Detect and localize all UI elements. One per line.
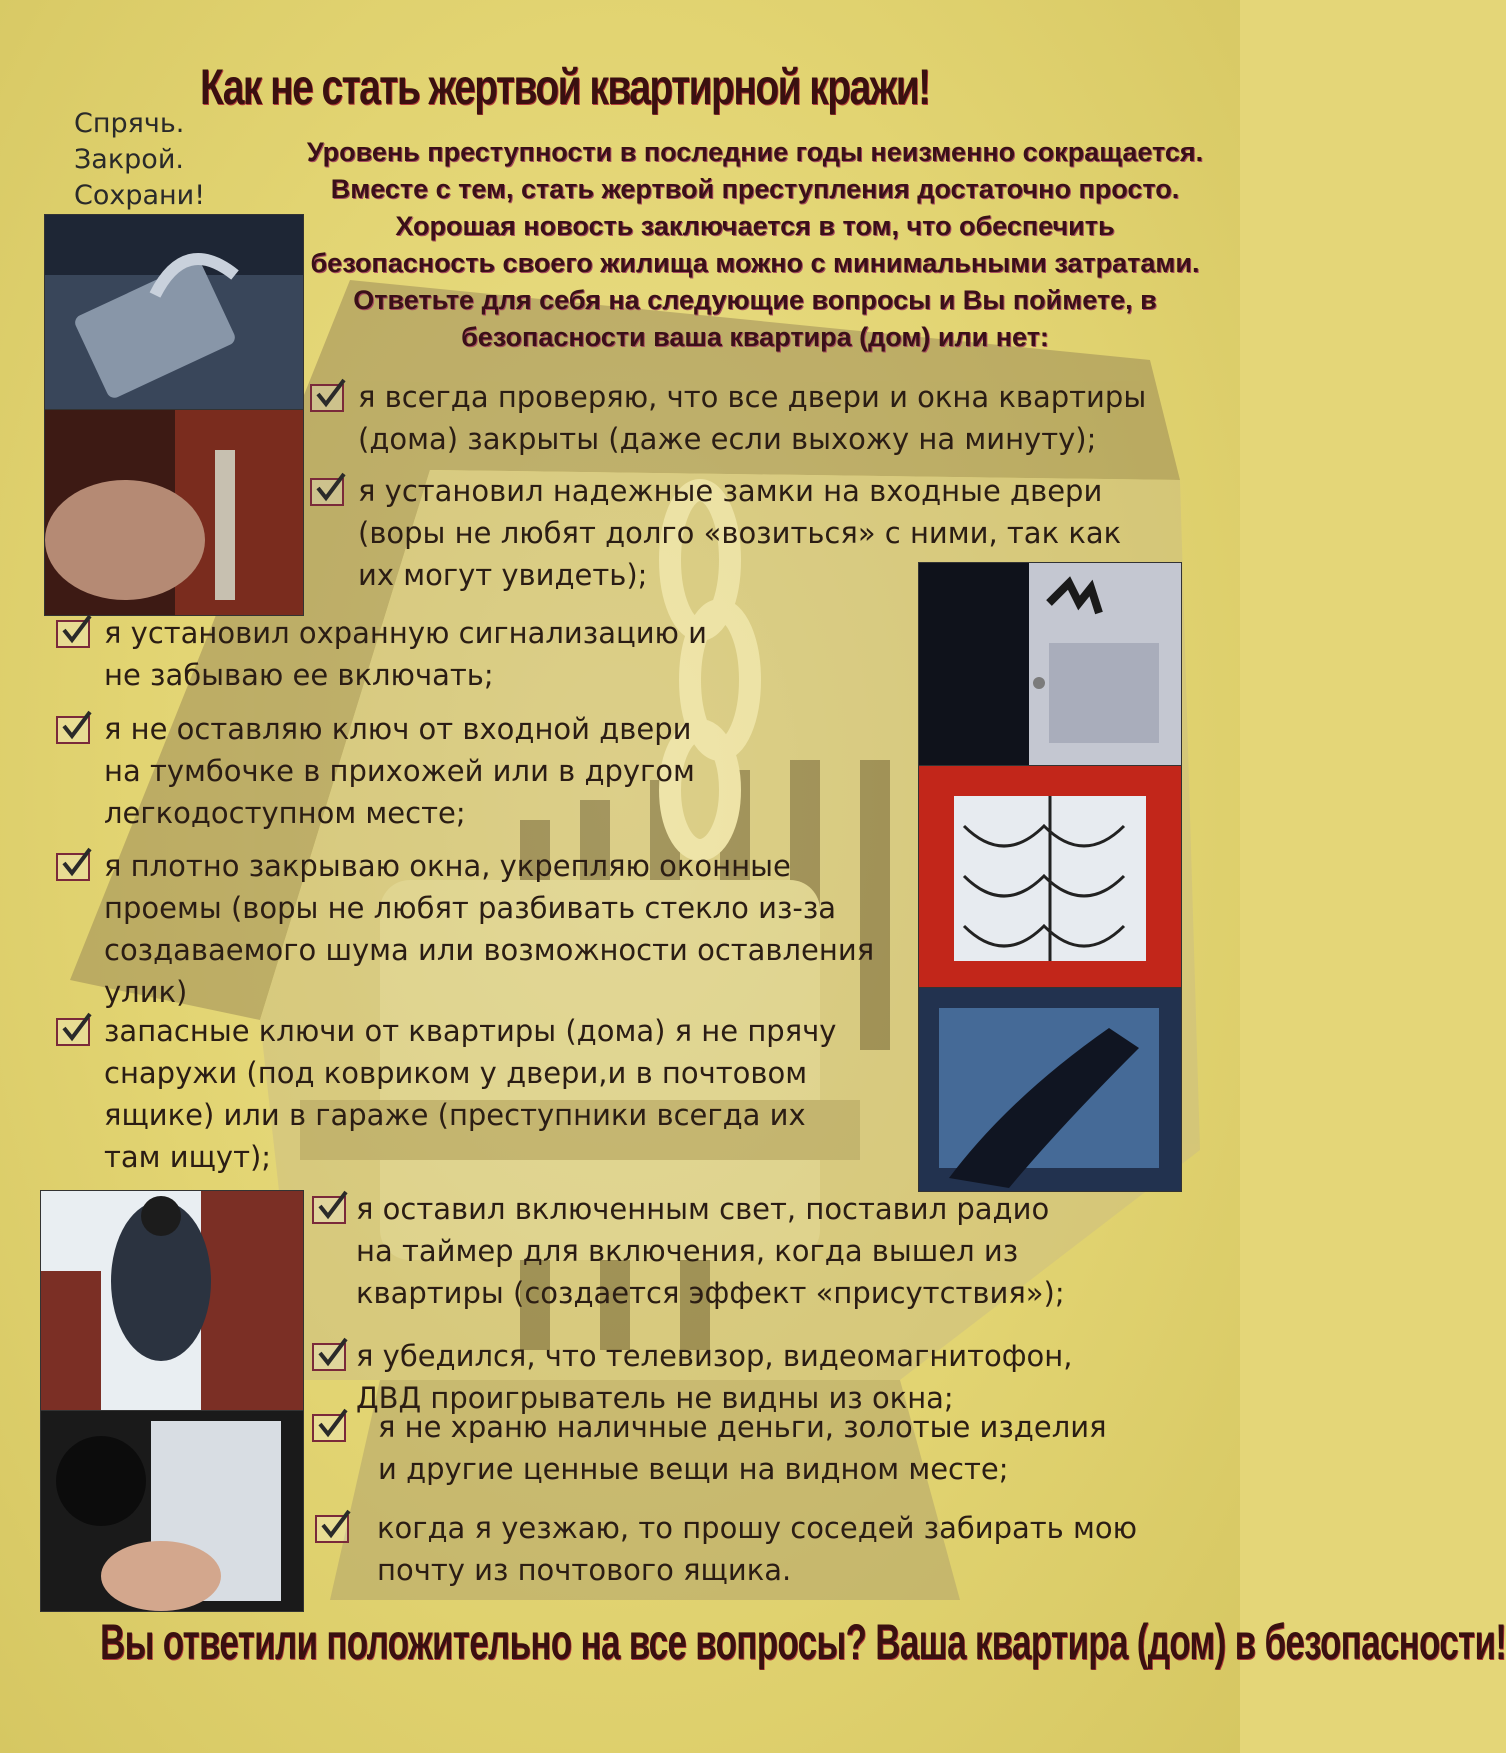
- broken-window-photo: [918, 987, 1182, 1192]
- footer-conclusion: Вы ответили положительно на все вопросы? Ваша квартира (дом) в безопасности!: [100, 1614, 1506, 1670]
- checklist-item: [310, 470, 1190, 596]
- checklist-text: я установил охранную сигнализацию и не забываю ее включать;: [104, 616, 708, 692]
- checklist-item: [56, 1010, 916, 1178]
- checkbox-checked-icon: [56, 853, 90, 881]
- checklist-text: я не храню наличные деньги, золотые изделия и другие ценные вещи на видном месте;: [378, 1410, 1107, 1486]
- checkbox-checked-icon: [315, 1515, 349, 1543]
- checklist-text: я установил надежные замки на входные двери (воры не любят долго «возиться» с ними, так как их могут увидеть);: [358, 474, 1122, 592]
- checklist-text: я не оставляю ключ от входной двери на тумбочке в прихожей или в другом легкодоступном месте;: [104, 712, 695, 830]
- checkbox-checked-icon: [312, 1196, 346, 1224]
- checklist-item: [56, 708, 816, 834]
- checkbox-checked-icon: [56, 1018, 90, 1046]
- checkbox-checked-icon: [56, 620, 90, 648]
- checklist-text: когда я уезжаю, то прошу соседей забирать мою почту из почтового ящика.: [377, 1511, 1138, 1587]
- burglar-climbing-photo: [40, 1190, 304, 1412]
- page-title: Как не стать жертвой квартирной кражи!: [200, 59, 930, 115]
- padlock-photo: [44, 214, 304, 411]
- checklist-text: я плотно закрываю окна, укрепляю оконные проемы (воры не любят разбивать стекло из-за создаваемого шума или возможности оставления улик): [104, 849, 875, 1009]
- checkbox-checked-icon: [310, 478, 344, 506]
- checklist-item: [312, 1188, 1192, 1314]
- slogan-line: Сохрани!: [74, 180, 206, 211]
- checklist-item: [315, 1507, 1195, 1591]
- checklist-item: [310, 376, 1190, 460]
- checklist-text: я оставил включенным свет, поставил радио на таймер для включения, когда вышел из квартиры (создается эффект «присутствия»);: [356, 1192, 1065, 1310]
- checklist-text: я всегда проверяю, что все двери и окна квартиры (дома) закрыты (даже если выхожу на минуту);: [358, 380, 1147, 456]
- checklist-item: [312, 1406, 1192, 1490]
- masked-burglar-photo: [40, 1410, 304, 1612]
- checkbox-checked-icon: [310, 384, 344, 412]
- slogan-line: Спрячь.: [74, 108, 185, 139]
- door-lock-photo: [44, 409, 304, 616]
- slogan: [74, 106, 254, 214]
- checklist-text: запасные ключи от квартиры (дома) я не прячу снаружи (под ковриком у двери,и в почтовом ящике) или в гараже (преступники всегда их там ищут);: [104, 1014, 837, 1174]
- checkbox-checked-icon: [56, 716, 90, 744]
- checkbox-checked-icon: [312, 1414, 346, 1442]
- intro-paragraph: Уровень преступности в последние годы неизменно сокращается. Вместе с тем, стать жертвой преступления достаточно просто. Хорошая новость заключается в том, что обеспечить безопасность своего жилища можно с минимальными затратами. Ответьте для себя на следующие вопросы и Вы поймете, в безопасности ваша квартира (дом) или нет:: [306, 137, 1204, 352]
- checklist-item: [56, 845, 916, 1013]
- slogan-line: Закрой.: [74, 144, 184, 175]
- checklist-item: [56, 612, 816, 696]
- checklist-text: я убедился, что телевизор, видеомагнитофон, ДВД проигрыватель не видны из окна;: [356, 1339, 1073, 1415]
- window-bars-photo: [918, 765, 1182, 989]
- checkbox-checked-icon: [312, 1343, 346, 1371]
